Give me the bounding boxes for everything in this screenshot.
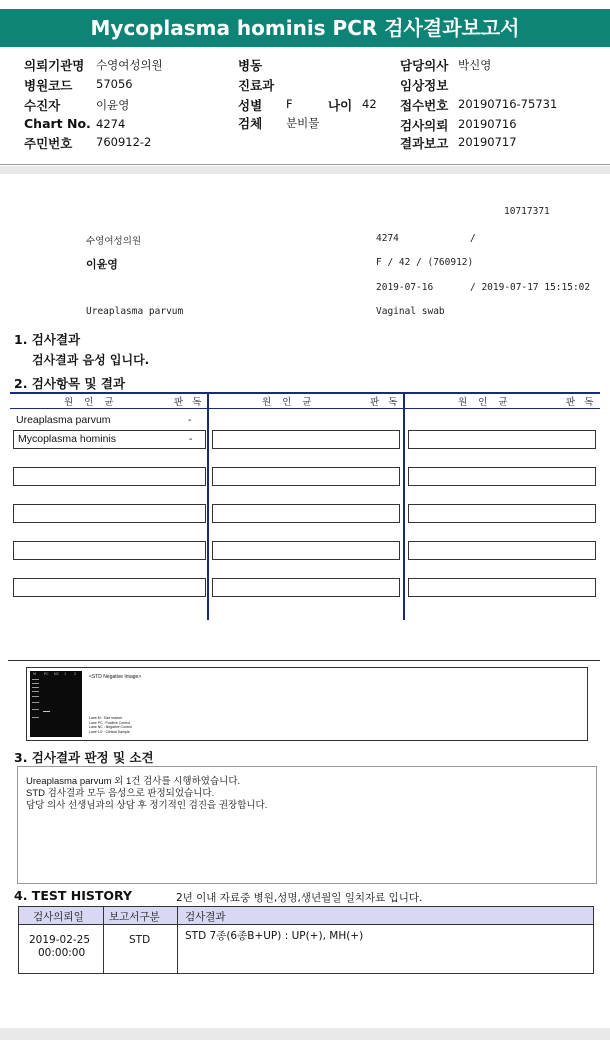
gel-band: [32, 717, 39, 718]
sex-value: F: [286, 97, 293, 111]
request-label: 검사의뢰: [400, 118, 449, 133]
id-value: 760912-2: [96, 135, 152, 149]
result-cell: [408, 430, 596, 449]
sex-label: 성별: [238, 98, 263, 113]
gel-band: [32, 702, 39, 703]
doctor-label: 담당의사: [400, 58, 449, 73]
history-result: STD 7종(6종B+UP) : UP(+), MH(+): [185, 930, 364, 942]
request-value: 20190716: [458, 117, 517, 131]
header-divider: [0, 164, 610, 165]
institution-label: 의뢰기관명: [24, 58, 85, 73]
result-cell: [13, 504, 206, 523]
result-cell: [408, 578, 596, 597]
history-table: [18, 906, 594, 974]
opinion-line: Ureaplasma parvum 외 1건 검사를 시행하였습니다.: [26, 776, 241, 787]
history-header-result: 검사결과: [185, 911, 226, 923]
gel-legend-item: Lane M : Size marker: [89, 716, 123, 720]
print-institution: 수영여성의원: [86, 236, 142, 247]
col-judge-2: 판 독: [370, 397, 401, 408]
result-cell: [13, 467, 206, 486]
gel-legend-item: Lane 1/2 : Clinical Sample: [89, 729, 130, 734]
gel-image: [30, 671, 82, 737]
opinion-line: STD 검사결과 모두 음성으로 판정되었습니다.: [26, 788, 215, 799]
chart-label: Chart No.: [24, 116, 91, 131]
institution-value: 수영여성의원: [96, 58, 163, 72]
result-cell: [212, 578, 400, 597]
report-date-value: 20190717: [458, 135, 517, 149]
gel-legend: [89, 716, 132, 734]
age-value: 42: [362, 97, 377, 111]
pathogen-result: -: [188, 414, 192, 426]
history-time: 00:00:00: [38, 947, 86, 959]
history-col-divider: [103, 907, 104, 973]
history-header-type: 보고서구분: [109, 911, 160, 923]
result-grid: [10, 392, 600, 622]
section-4-title: 4. TEST HISTORY: [14, 888, 133, 903]
lane-label: M: [33, 672, 37, 676]
print-date-to: / 2019-07-17 15:15:02: [470, 282, 591, 293]
gel-band: [32, 683, 39, 684]
print-date-from: 2019-07-16: [376, 282, 434, 293]
section-3-title: 3. 검사결과 판정 및 소견: [14, 750, 154, 765]
print-chart: 4274: [376, 233, 399, 244]
grid-header-rule: [10, 408, 600, 409]
grid-divider-2: [403, 392, 405, 620]
doctor-value: 박신영: [458, 58, 492, 72]
col-pathogen-1: 원 인 균: [64, 397, 118, 408]
grid-divider-1: [207, 392, 209, 620]
serial-number: 10717371: [504, 206, 550, 217]
print-patient: 이윤영: [86, 258, 118, 271]
print-chart-slash: /: [470, 233, 476, 244]
result-cell: [13, 430, 206, 449]
print-sex-age: F / 42 / (760912): [376, 257, 474, 268]
patient-label: 수진자: [24, 98, 61, 113]
lane-label: 1: [64, 672, 67, 676]
id-label: 주민번호: [24, 136, 73, 151]
gel-image-panel: [26, 667, 588, 741]
result-cell: [212, 430, 400, 449]
result-cell: [408, 504, 596, 523]
lane-label: PC: [44, 672, 49, 676]
opinion-line: 담당 의사 선생님과의 상담 후 정기적인 검진을 권장합니다.: [26, 800, 268, 811]
lane-label: 2: [74, 672, 77, 676]
col-judge-1: 판 독: [174, 397, 205, 408]
footer-band: [0, 1028, 610, 1040]
section-1-title: 1. 검사결과: [14, 332, 81, 347]
gel-band: [32, 691, 39, 692]
history-date: 2019-02-25: [29, 934, 91, 946]
specimen-label: 검체: [238, 116, 263, 131]
result-cell: [212, 504, 400, 523]
age-label: 나이: [328, 98, 353, 113]
code-value: 57056: [96, 77, 133, 91]
gel-band: [43, 711, 50, 712]
print-specimen: Vaginal swab: [376, 306, 445, 317]
chart-value: 4274: [96, 117, 126, 131]
header-band: [0, 166, 610, 174]
code-label: 병원코드: [24, 78, 73, 93]
history-type: STD: [129, 934, 151, 946]
result-cell: [13, 578, 206, 597]
gel-band: [32, 709, 39, 710]
result-cell: [212, 467, 400, 486]
result-cell: [408, 467, 596, 486]
lane-label: NC: [54, 672, 60, 676]
gel-band: [32, 679, 39, 680]
history-header-date: 검사의뢰일: [33, 911, 84, 923]
gel-legend-item: Lane PC : Positive Control: [89, 720, 131, 725]
receipt-value: 20190716-75731: [458, 97, 558, 111]
pathogen-name: Ureaplasma parvum: [16, 414, 111, 426]
col-pathogen-3: 원 인 균: [458, 397, 512, 408]
pathogen-name: Mycoplasma hominis: [18, 433, 117, 445]
result-summary: 검사결과 음성 입니다.: [32, 353, 150, 367]
print-test: Ureaplasma parvum: [86, 306, 184, 317]
specimen-value: 분비물: [286, 116, 320, 130]
clinical-label: 임상정보: [400, 78, 449, 93]
col-judge-3: 판 독: [566, 397, 597, 408]
receipt-label: 접수번호: [400, 98, 449, 113]
dept-label: 진료과: [238, 78, 275, 93]
report-date-label: 결과보고: [400, 136, 449, 151]
gel-legend-item: Lane NC : Negative Control: [89, 725, 132, 729]
pathogen-result: -: [189, 433, 193, 445]
result-cell: [13, 541, 206, 560]
history-col-divider: [177, 907, 178, 973]
gel-band: [32, 696, 39, 697]
result-cell: [212, 541, 400, 560]
result-cell: [408, 541, 596, 560]
section-2-title: 2. 검사항목 및 결과: [14, 376, 126, 391]
gel-band: [32, 687, 39, 688]
col-pathogen-2: 원 인 균: [262, 397, 316, 408]
report-header: [0, 54, 610, 162]
patient-value: 이윤영: [96, 98, 130, 112]
ward-label: 병동: [238, 58, 263, 73]
gel-caption: <STD Negative Image>: [89, 674, 142, 680]
opinion-box: [17, 766, 597, 884]
gel-separator: [8, 660, 600, 661]
history-header-row: [19, 907, 593, 925]
history-note: 2년 이내 자료중 병원,성명,생년월일 일치자료 입니다.: [176, 892, 423, 904]
report-title: Mycoplasma hominis PCR 검사결과보고서: [0, 9, 610, 47]
